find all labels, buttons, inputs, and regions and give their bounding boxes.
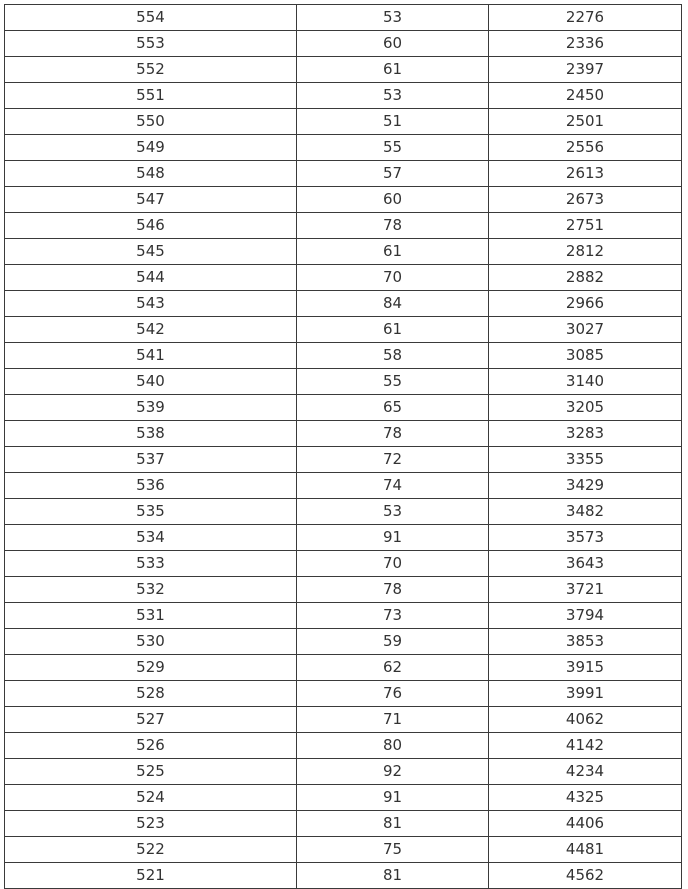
table-row (5, 291, 682, 317)
count-cell: 58 (297, 343, 489, 369)
cumulative-cell: 3205 (489, 395, 682, 421)
count-cell: 55 (297, 369, 489, 395)
score-cell: 553 (5, 31, 297, 57)
count-cell: 62 (297, 655, 489, 681)
cumulative-cell: 2450 (489, 83, 682, 109)
table-row (5, 733, 682, 759)
cumulative-cell: 4481 (489, 837, 682, 863)
table-row (5, 5, 682, 31)
table-row (5, 317, 682, 343)
count-cell: 72 (297, 447, 489, 473)
score-cell: 550 (5, 109, 297, 135)
cumulative-cell: 3794 (489, 603, 682, 629)
table-row (5, 343, 682, 369)
score-cell: 525 (5, 759, 297, 785)
count-cell: 92 (297, 759, 489, 785)
count-cell: 91 (297, 785, 489, 811)
cumulative-cell: 3721 (489, 577, 682, 603)
table-row (5, 551, 682, 577)
score-cell: 546 (5, 213, 297, 239)
count-cell: 76 (297, 681, 489, 707)
score-cell: 549 (5, 135, 297, 161)
cumulative-cell: 3991 (489, 681, 682, 707)
cumulative-cell: 2613 (489, 161, 682, 187)
count-cell: 60 (297, 31, 489, 57)
count-cell: 53 (297, 499, 489, 525)
score-cell: 532 (5, 577, 297, 603)
cumulative-cell: 3853 (489, 629, 682, 655)
table-row (5, 707, 682, 733)
table-row (5, 161, 682, 187)
cumulative-cell: 4234 (489, 759, 682, 785)
table-row (5, 837, 682, 863)
score-cell: 529 (5, 655, 297, 681)
score-cell: 552 (5, 57, 297, 83)
count-cell: 53 (297, 83, 489, 109)
score-table-body (5, 5, 682, 889)
table-row (5, 863, 682, 889)
count-cell: 59 (297, 629, 489, 655)
table-row (5, 681, 682, 707)
score-cell: 551 (5, 83, 297, 109)
score-cell: 528 (5, 681, 297, 707)
score-cell: 554 (5, 5, 297, 31)
count-cell: 70 (297, 551, 489, 577)
table-row (5, 785, 682, 811)
score-cell: 537 (5, 447, 297, 473)
table-row (5, 655, 682, 681)
score-cell: 533 (5, 551, 297, 577)
score-table (4, 4, 682, 889)
count-cell: 61 (297, 317, 489, 343)
score-cell: 523 (5, 811, 297, 837)
score-cell: 526 (5, 733, 297, 759)
cumulative-cell: 2397 (489, 57, 682, 83)
score-table-container (4, 4, 681, 889)
count-cell: 80 (297, 733, 489, 759)
table-row (5, 811, 682, 837)
count-cell: 78 (297, 577, 489, 603)
count-cell: 70 (297, 265, 489, 291)
cumulative-cell: 4325 (489, 785, 682, 811)
score-cell: 536 (5, 473, 297, 499)
count-cell: 53 (297, 5, 489, 31)
score-cell: 540 (5, 369, 297, 395)
table-row (5, 525, 682, 551)
count-cell: 60 (297, 187, 489, 213)
table-row (5, 603, 682, 629)
score-cell: 530 (5, 629, 297, 655)
table-row (5, 369, 682, 395)
count-cell: 81 (297, 811, 489, 837)
table-row (5, 57, 682, 83)
table-row (5, 187, 682, 213)
cumulative-cell: 3573 (489, 525, 682, 551)
table-row (5, 395, 682, 421)
count-cell: 73 (297, 603, 489, 629)
cumulative-cell: 2336 (489, 31, 682, 57)
cumulative-cell: 3085 (489, 343, 682, 369)
cumulative-cell: 3643 (489, 551, 682, 577)
cumulative-cell: 3140 (489, 369, 682, 395)
cumulative-cell: 3027 (489, 317, 682, 343)
cumulative-cell: 4062 (489, 707, 682, 733)
count-cell: 84 (297, 291, 489, 317)
table-row (5, 577, 682, 603)
score-cell: 548 (5, 161, 297, 187)
count-cell: 71 (297, 707, 489, 733)
table-row (5, 499, 682, 525)
count-cell: 61 (297, 57, 489, 83)
count-cell: 78 (297, 421, 489, 447)
table-row (5, 759, 682, 785)
cumulative-cell: 3915 (489, 655, 682, 681)
cumulative-cell: 2556 (489, 135, 682, 161)
table-row (5, 421, 682, 447)
count-cell: 74 (297, 473, 489, 499)
score-cell: 547 (5, 187, 297, 213)
count-cell: 65 (297, 395, 489, 421)
table-row (5, 135, 682, 161)
count-cell: 55 (297, 135, 489, 161)
score-cell: 545 (5, 239, 297, 265)
score-cell: 527 (5, 707, 297, 733)
count-cell: 91 (297, 525, 489, 551)
count-cell: 81 (297, 863, 489, 889)
cumulative-cell: 3355 (489, 447, 682, 473)
count-cell: 51 (297, 109, 489, 135)
table-row (5, 213, 682, 239)
score-cell: 522 (5, 837, 297, 863)
table-row (5, 473, 682, 499)
cumulative-cell: 2276 (489, 5, 682, 31)
cumulative-cell: 4562 (489, 863, 682, 889)
score-cell: 531 (5, 603, 297, 629)
table-row (5, 447, 682, 473)
table-row (5, 629, 682, 655)
cumulative-cell: 2966 (489, 291, 682, 317)
count-cell: 61 (297, 239, 489, 265)
score-cell: 539 (5, 395, 297, 421)
cumulative-cell: 3429 (489, 473, 682, 499)
cumulative-cell: 2882 (489, 265, 682, 291)
score-cell: 544 (5, 265, 297, 291)
cumulative-cell: 2751 (489, 213, 682, 239)
count-cell: 57 (297, 161, 489, 187)
count-cell: 75 (297, 837, 489, 863)
cumulative-cell: 4142 (489, 733, 682, 759)
table-row (5, 31, 682, 57)
score-cell: 543 (5, 291, 297, 317)
table-row (5, 239, 682, 265)
cumulative-cell: 2501 (489, 109, 682, 135)
count-cell: 78 (297, 213, 489, 239)
score-cell: 542 (5, 317, 297, 343)
score-cell: 524 (5, 785, 297, 811)
cumulative-cell: 3283 (489, 421, 682, 447)
score-cell: 541 (5, 343, 297, 369)
cumulative-cell: 2812 (489, 239, 682, 265)
score-cell: 521 (5, 863, 297, 889)
cumulative-cell: 3482 (489, 499, 682, 525)
table-row (5, 109, 682, 135)
score-cell: 535 (5, 499, 297, 525)
score-cell: 534 (5, 525, 297, 551)
cumulative-cell: 4406 (489, 811, 682, 837)
table-row (5, 83, 682, 109)
score-cell: 538 (5, 421, 297, 447)
cumulative-cell: 2673 (489, 187, 682, 213)
table-row (5, 265, 682, 291)
